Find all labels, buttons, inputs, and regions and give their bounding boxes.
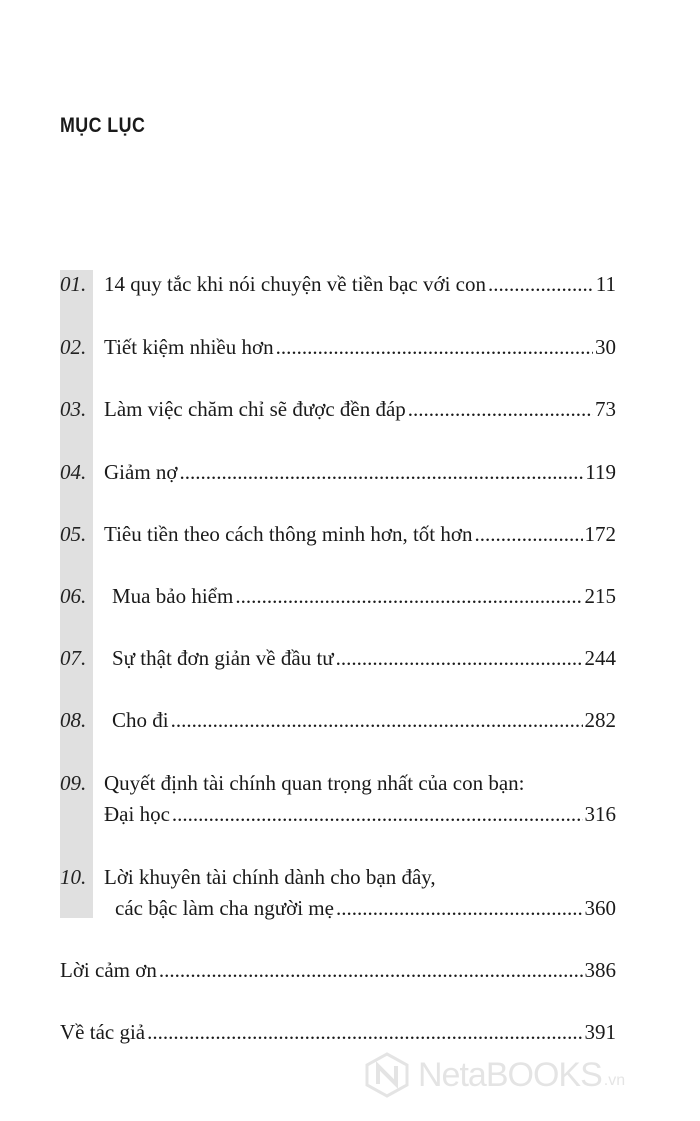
page-number: 316 [584, 802, 616, 826]
chapter-title: Giảm nợ [104, 460, 178, 484]
page-title: MỤC LỤC [60, 114, 146, 137]
leader-dots [147, 1020, 582, 1045]
leader-dots [235, 584, 582, 609]
toc-entry-07[interactable] [60, 646, 616, 676]
chapter-title: Tiết kiệm nhiều hơn [104, 335, 274, 359]
leader-dots [159, 958, 583, 983]
watermark-brand: NetaBOOKS [418, 1055, 602, 1094]
chapter-number: 07. [60, 646, 87, 670]
page-number: 282 [584, 708, 616, 732]
toc-entry-10[interactable] [60, 865, 616, 895]
leader-dots [408, 397, 593, 422]
chapter-title: Mua bảo hiểm [112, 584, 234, 608]
toc-entry-05[interactable] [60, 522, 616, 552]
chapter-number: 10. [60, 865, 87, 889]
chapter-title: Sự thật đơn giản về đầu tư [112, 646, 334, 670]
watermark-suffix: .vn [603, 1072, 626, 1089]
chapter-number: 03. [60, 397, 87, 421]
page-number: 386 [584, 958, 616, 982]
toc-entry-10-continuation[interactable] [60, 896, 616, 926]
watermark [364, 1050, 625, 1100]
chapter-title: Cho đi [112, 708, 169, 732]
leader-dots [336, 646, 583, 671]
chapter-title: 14 quy tắc khi nói chuyện về tiền bạc với con [104, 272, 486, 296]
toc-entry-01[interactable] [60, 272, 616, 302]
page-number: 244 [584, 646, 616, 670]
chapter-title: Lời khuyên tài chính dành cho bạn đây, [104, 865, 436, 889]
toc-entry-02[interactable] [60, 335, 616, 365]
toc-entry-08[interactable] [60, 708, 616, 738]
chapter-title-continued: Đại học [104, 802, 170, 826]
page-number: 73 [595, 397, 616, 421]
toc-entry-09-continuation[interactable] [60, 802, 616, 832]
chapter-title: Tiêu tiền theo cách thông minh hơn, tốt hơn [104, 522, 473, 546]
chapter-number: 04. [60, 460, 87, 484]
toc-entry-04[interactable] [60, 460, 616, 490]
toc-entry-06[interactable] [60, 584, 616, 614]
chapter-title: Quyết định tài chính quan trọng nhất của con bạn: [104, 771, 525, 795]
entry-title: Lời cảm ơn [60, 958, 157, 982]
leader-dots [474, 522, 582, 547]
leader-dots [488, 272, 594, 297]
chapter-number: 01. [60, 272, 87, 296]
chapter-title-continued: các bậc làm cha người mẹ [115, 896, 334, 920]
page-number: 119 [585, 460, 616, 484]
leader-dots [336, 896, 583, 921]
page-number: 30 [595, 335, 616, 359]
page-number: 360 [584, 896, 616, 920]
leader-dots [276, 335, 593, 360]
chapter-number: 02. [60, 335, 87, 359]
page-number: 172 [584, 522, 616, 546]
leader-dots [172, 802, 583, 827]
page-number: 215 [584, 584, 616, 608]
netabooks-logo-icon [364, 1052, 410, 1098]
leader-dots [180, 460, 584, 485]
entry-title: Về tác giả [60, 1020, 146, 1044]
chapter-number: 08. [60, 708, 87, 732]
toc-entry-acknowledgements[interactable] [60, 958, 616, 988]
page-number: 11 [595, 272, 616, 296]
toc-entry-about-author[interactable] [60, 1020, 616, 1050]
chapter-title: Làm việc chăm chỉ sẽ được đền đáp [104, 397, 406, 421]
chapter-number: 05. [60, 522, 87, 546]
chapter-number: 06. [60, 584, 87, 608]
toc-entry-09[interactable] [60, 771, 616, 801]
leader-dots [171, 708, 583, 733]
toc-entry-03[interactable] [60, 397, 616, 427]
chapter-number: 09. [60, 771, 87, 795]
page-number: 391 [584, 1020, 616, 1044]
